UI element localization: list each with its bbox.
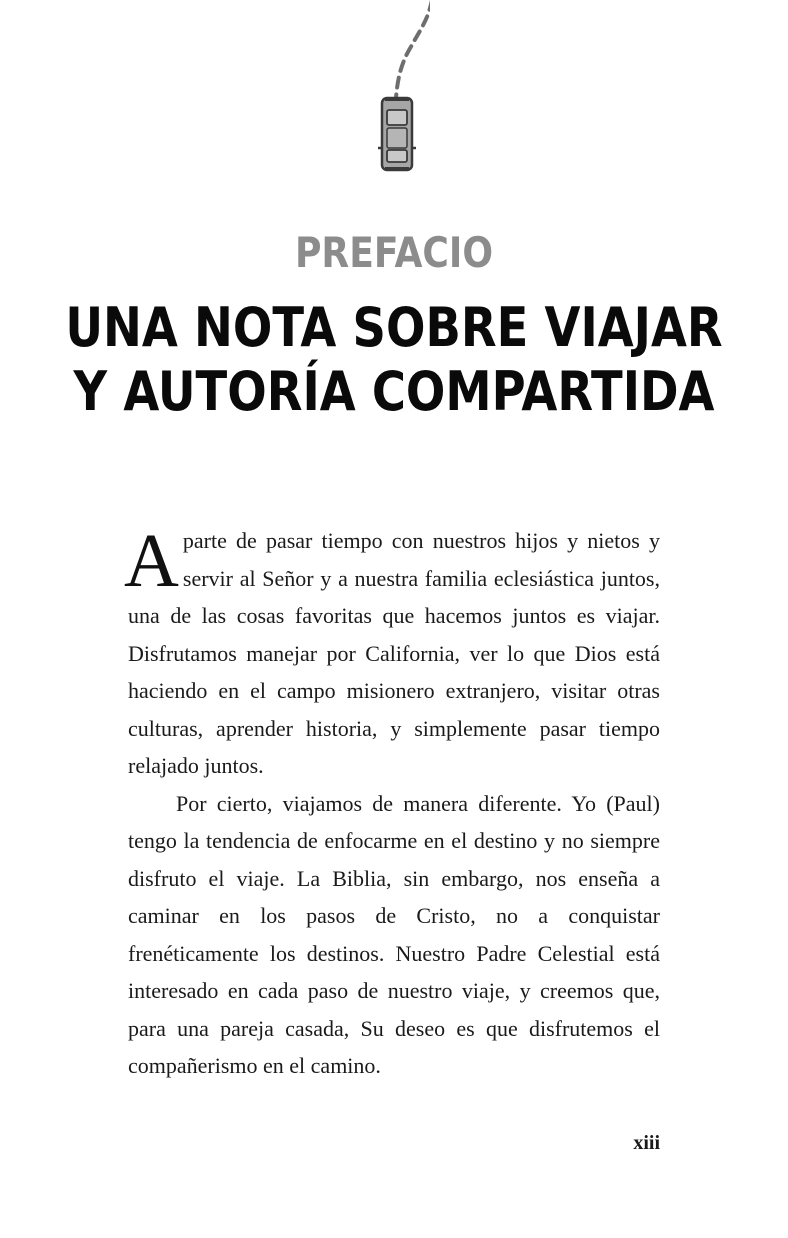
page-number: xiii — [633, 1132, 660, 1154]
paragraph-1 — [124, 519, 660, 785]
car-body — [378, 98, 416, 170]
chapter-title — [55, 296, 733, 424]
chapter-title-line-2: Y AUTORÍA COMPARTIDA — [73, 360, 715, 423]
chapter-kicker: PREFACIO — [294, 228, 494, 277]
paragraph-1-text: parte de pasar tiempo con nuestros hijos y nietos y servir al Señor y a nuestra familia eclesiástica juntos, una de las cosas favoritas que hacemos juntos es viajar. Disfrutamos manejar por California, ver lo que Dios está haciendo en el campo misionero extranjero, visitar otras culturas, aprender historia, y simplemente pasar tiempo relajado juntos. — [128, 528, 660, 778]
car-icon — [370, 0, 430, 175]
paragraph-2: Por cierto, viajamos de manera diferente. Yo (Paul) tengo la tendencia de enfocarme en el destino y no siempre disfruto el viaje. La Biblia, sin embargo, nos enseña a caminar en los pasos de Cristo, no a conquistar frenéticamente los destinos. Nuestro Padre Celestial está interesado en cada paso de nuestro viaje, y creemos que, para una pareja casada, Su deseo es que disfrutemos el compañerismo en el camino. — [128, 790, 660, 1078]
dashed-road-path — [396, 0, 430, 98]
drop-cap: A — [124, 519, 179, 603]
chapter-title-line-1: UNA NOTA SOBRE VIAJAR — [65, 296, 723, 359]
body-text — [124, 519, 660, 1085]
